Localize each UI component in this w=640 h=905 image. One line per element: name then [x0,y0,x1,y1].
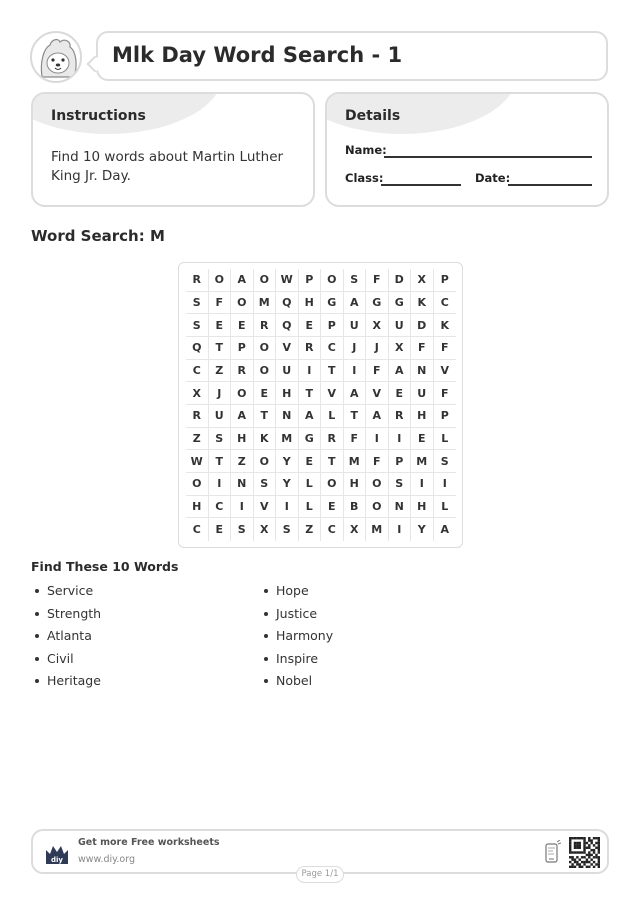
title-banner [96,31,608,81]
qr-code-icon[interactable] [569,837,600,868]
word-list-item: Strength [31,605,101,628]
grid-cell[interactable]: G [299,428,322,451]
grid-cell[interactable]: E [299,450,322,473]
word-search-grid-frame [178,262,463,548]
grid-cell[interactable]: G [366,292,389,315]
grid-cell[interactable]: U [411,382,434,405]
details-heading: Details [345,108,401,124]
grid-cell[interactable]: S [389,473,412,496]
grid-cell[interactable]: Q [276,292,299,315]
grid-cell[interactable]: L [299,473,322,496]
grid-cell[interactable]: L [321,405,344,428]
grid-cell[interactable]: O [366,473,389,496]
grid-cell[interactable]: Y [276,473,299,496]
grid-cell[interactable]: F [411,337,434,360]
grid-cell[interactable]: S [186,314,209,337]
grid-cell[interactable]: J [209,382,232,405]
grid-cell[interactable]: K [254,428,277,451]
grid-cell[interactable]: O [231,382,254,405]
word-search-heading: Word Search: M [31,227,165,245]
grid-cell[interactable]: J [344,337,367,360]
grid-cell[interactable]: E [299,314,322,337]
grid-cell[interactable]: C [186,518,209,541]
grid-cell[interactable]: M [344,450,367,473]
grid-cell[interactable]: E [254,382,277,405]
grid-cell[interactable]: P [321,314,344,337]
grid-cell[interactable]: F [366,360,389,383]
date-label: Date: [475,171,511,185]
grid-cell[interactable]: H [411,496,434,519]
grid-cell[interactable]: F [434,382,457,405]
grid-cell[interactable]: S [344,269,367,292]
grid-cell[interactable]: B [344,496,367,519]
grid-cell[interactable]: O [254,360,277,383]
grid-cell[interactable]: W [186,450,209,473]
grid-cell[interactable]: S [231,518,254,541]
grid-cell[interactable]: X [254,518,277,541]
grid-cell[interactable]: C [321,337,344,360]
word-list-item: Nobel [260,672,333,695]
word-list-item: Harmony [260,627,333,650]
grid-cell[interactable]: R [321,428,344,451]
grid-cell[interactable]: I [231,496,254,519]
grid-cell[interactable]: W [276,269,299,292]
grid-cell[interactable]: V [254,496,277,519]
grid-cell[interactable]: S [276,518,299,541]
word-search-grid [186,269,456,541]
word-list-item: Civil [31,650,101,673]
phone-icon [543,840,561,864]
grid-cell[interactable]: I [344,360,367,383]
mascot-avatar-icon [30,31,82,83]
grid-cell[interactable]: I [389,518,412,541]
grid-cell[interactable]: M [254,292,277,315]
grid-cell[interactable]: X [186,382,209,405]
word-list-item: Service [31,582,101,605]
grid-cell[interactable]: H [411,405,434,428]
grid-cell[interactable]: R [231,360,254,383]
grid-cell[interactable]: O [254,269,277,292]
footer-title: Get more Free worksheets [78,837,220,848]
grid-cell[interactable]: H [299,292,322,315]
grid-cell[interactable]: U [276,360,299,383]
grid-cell[interactable]: O [254,337,277,360]
grid-cell[interactable]: A [231,269,254,292]
grid-cell[interactable]: A [344,382,367,405]
grid-cell[interactable]: O [186,473,209,496]
grid-cell[interactable]: A [440,523,449,537]
grid-cell[interactable]: L [434,496,457,519]
grid-cell[interactable]: V [366,382,389,405]
grid-cell[interactable]: C [321,518,344,541]
grid-cell[interactable]: M [411,450,434,473]
grid-cell[interactable]: R [186,405,209,428]
class-label: Class: [345,171,384,185]
date-field[interactable] [508,184,592,186]
grid-cell[interactable]: M [276,428,299,451]
grid-cell[interactable]: T [344,405,367,428]
grid-cell[interactable]: X [366,314,389,337]
instructions-panel [31,92,315,207]
grid-cell[interactable]: T [254,405,277,428]
grid-cell[interactable]: P [231,337,254,360]
grid-cell[interactable]: Z [186,428,209,451]
grid-cell[interactable]: O [321,473,344,496]
svg-text:diy: diy [51,856,63,864]
grid-cell[interactable]: H [186,496,209,519]
grid-cell[interactable]: D [389,269,412,292]
grid-cell[interactable]: N [411,360,434,383]
grid-cell[interactable]: R [254,314,277,337]
grid-cell[interactable]: Z [231,450,254,473]
grid-cell[interactable]: T [299,382,322,405]
grid-cell[interactable]: O [231,292,254,315]
name-field[interactable] [384,156,592,158]
grid-cell[interactable]: S [209,428,232,451]
page-number-badge: Page 1/1 [296,866,344,883]
grid-cell[interactable]: J [366,337,389,360]
word-list-item: Atlanta [31,627,101,650]
grid-cell[interactable]: R [186,269,209,292]
word-list-item: Inspire [260,650,333,673]
grid-cell[interactable]: V [434,360,457,383]
word-list-item: Justice [260,605,333,628]
grid-cell[interactable]: K [434,314,457,337]
word-list-item: Hope [260,582,333,605]
grid-cell[interactable]: E [321,496,344,519]
grid-cell[interactable]: P [434,269,457,292]
footer-url-link[interactable]: www.diy.org [78,854,135,865]
grid-cell[interactable]: Z [209,360,232,383]
grid-cell[interactable]: H [276,382,299,405]
word-list-item: Heritage [31,672,101,695]
grid-cell[interactable]: I [366,428,389,451]
grid-cell[interactable]: I [411,473,434,496]
grid-cell[interactable]: R [299,337,322,360]
grid-cell[interactable]: G [389,292,412,315]
grid-cell[interactable]: I [434,473,457,496]
grid-cell[interactable]: N [389,496,412,519]
grid-cell[interactable]: Q [186,337,209,360]
grid-cell[interactable]: E [411,428,434,451]
grid-cell[interactable]: F [366,450,389,473]
word-list-column-2 [260,582,333,695]
grid-cell[interactable]: Q [276,314,299,337]
page-title: Mlk Day Word Search - 1 [112,43,403,67]
grid-cell[interactable]: F [366,269,389,292]
grid-cell[interactable]: U [344,314,367,337]
instructions-heading: Instructions [51,108,146,124]
diy-logo-icon[interactable] [44,842,70,866]
grid-cell[interactable]: X [344,518,367,541]
grid-cell[interactable]: I [299,360,322,383]
grid-cell[interactable]: O [321,269,344,292]
grid-cell[interactable]: C [186,360,209,383]
grid-cell[interactable]: A [231,405,254,428]
grid-cell[interactable]: T [209,450,232,473]
grid-cell[interactable]: A [389,360,412,383]
grid-cell[interactable]: T [321,360,344,383]
grid-cell[interactable]: K [411,292,434,315]
grid-cell[interactable]: F [209,292,232,315]
grid-cell[interactable]: M [366,518,389,541]
grid-cell[interactable]: I [389,428,412,451]
grid-cell[interactable]: I [209,473,232,496]
grid-cell[interactable]: T [321,450,344,473]
class-field[interactable] [381,184,461,186]
grid-cell[interactable]: E [231,314,254,337]
grid-cell[interactable]: A [366,405,389,428]
grid-cell[interactable]: R [389,405,412,428]
grid-cell[interactable]: O [254,450,277,473]
grid-cell[interactable]: P [434,405,457,428]
grid-cell[interactable]: F [344,428,367,451]
grid-cell[interactable]: X [411,269,434,292]
grid-cell[interactable]: G [321,292,344,315]
grid-cell[interactable]: A [344,292,367,315]
grid-cell[interactable]: L [299,496,322,519]
grid-cell[interactable]: U [209,405,232,428]
grid-cell[interactable]: U [389,314,412,337]
grid-cell[interactable]: I [276,496,299,519]
grid-cell[interactable]: V [321,382,344,405]
grid-cell[interactable]: S [434,450,457,473]
word-list-column-1 [31,582,101,695]
grid-cell[interactable]: A [299,405,322,428]
grid-cell[interactable]: T [209,337,232,360]
grid-cell[interactable]: C [209,496,232,519]
grid-cell[interactable]: S [186,292,209,315]
grid-cell[interactable]: N [231,473,254,496]
grid-cell[interactable]: Z [299,518,322,541]
grid-cell[interactable]: E [389,382,412,405]
grid-cell[interactable]: O [209,269,232,292]
grid-cell[interactable]: O [366,496,389,519]
grid-cell[interactable]: C [434,292,457,315]
grid-cell[interactable]: P [389,450,412,473]
grid-cell[interactable]: E [209,518,232,541]
grid-cell[interactable]: E [209,314,232,337]
grid-cell[interactable]: V [276,337,299,360]
grid-cell[interactable]: F [434,337,457,360]
grid-cell[interactable]: L [434,428,457,451]
grid-cell[interactable]: D [411,314,434,337]
grid-cell[interactable]: Y [276,450,299,473]
grid-cell[interactable]: N [276,405,299,428]
grid-cell[interactable]: S [254,473,277,496]
grid-cell[interactable]: H [344,473,367,496]
word-list-heading: Find These 10 Words [31,559,179,574]
grid-cell[interactable]: H [231,428,254,451]
details-panel [325,92,609,207]
instructions-text: Find 10 words about Martin Luther King Jr. Day. [51,149,284,184]
grid-cell[interactable]: Y [411,518,434,541]
name-label: Name: [345,143,387,157]
grid-cell[interactable]: X [389,337,412,360]
grid-cell[interactable]: P [299,269,322,292]
